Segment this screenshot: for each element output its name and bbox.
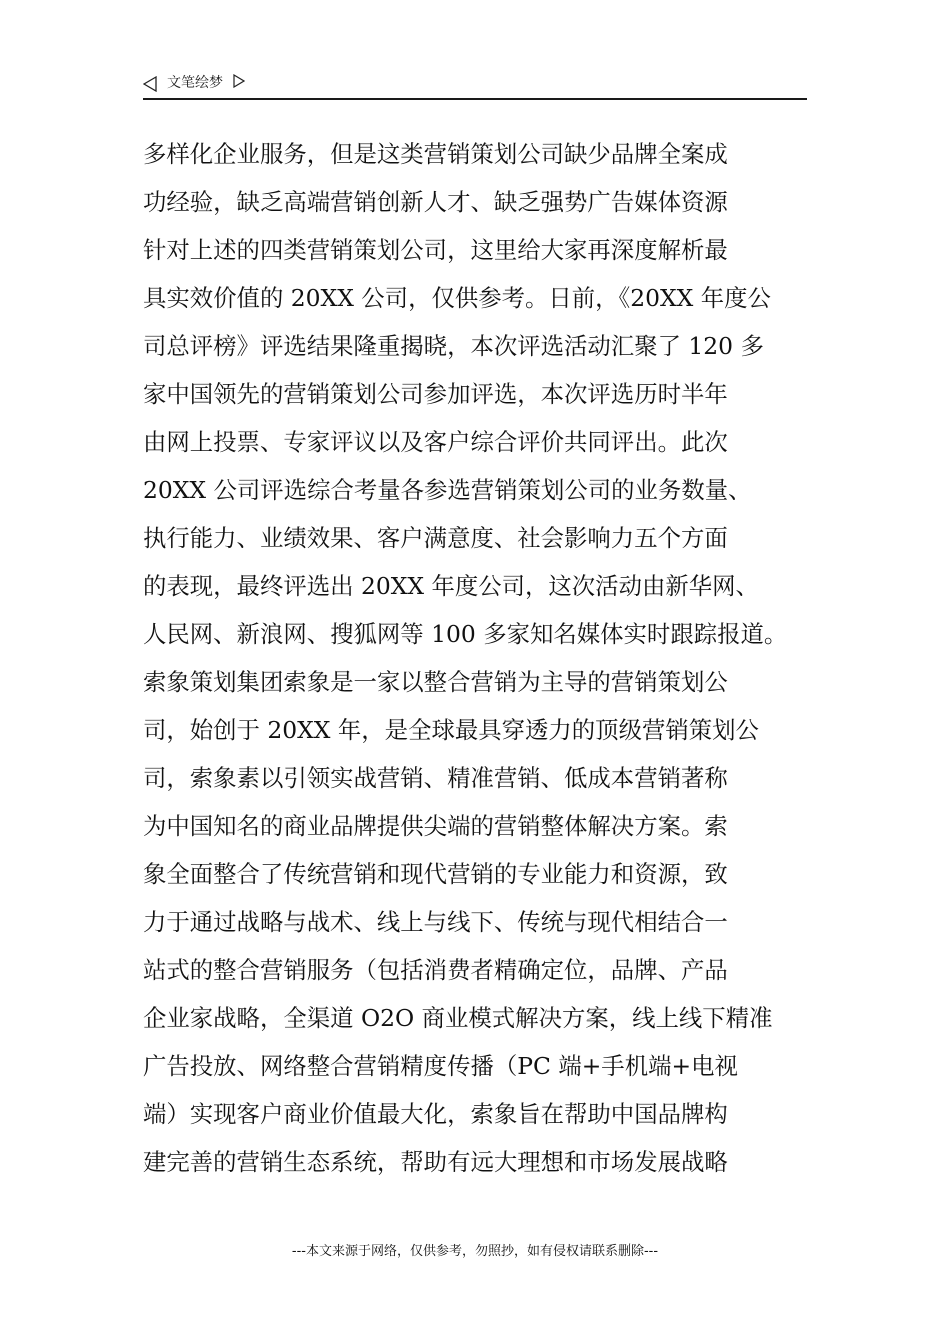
text-line: 站式的整合营销服务（包括消费者精确定位，品牌、产品 [143, 956, 728, 984]
footer-note: ---本文来源于网络，仅供参考，勿照抄，如有侵权请联系删除--- [291, 1244, 659, 1259]
document-body [143, 130, 807, 1186]
text-line: 功经验，缺乏高端营销创新人才、缺乏强势广告媒体资源 [143, 188, 728, 216]
text-line: 家中国领先的营销策划公司参加评选，本次评选历时半年 [143, 380, 728, 408]
text-line: 执行能力、业绩效果、客户满意度、社会影响力五个方面 [143, 524, 728, 552]
text-line: 20XX 公司评选综合考量各参选营销策划公司的业务数量、 [143, 476, 752, 504]
text-line: 由网上投票、专家评议以及客户综合评价共同评出。此次 [143, 428, 728, 456]
text-line: 企业家战略，全渠道 O2O 商业模式解决方案，线上线下精准 [143, 1004, 773, 1032]
text-line: 的表现，最终评选出 20XX 年度公司，这次活动由新华网、 [143, 572, 759, 600]
text-line: 具实效价值的 20XX 公司，仅供参考。日前，《20XX 年度公 [143, 284, 771, 312]
text-line: 多样化企业服务，但是这类营销策划公司缺少品牌全案成 [143, 140, 728, 168]
text-line: 针对上述的四类营销策划公司，这里给大家再深度解析最 [143, 236, 728, 264]
text-line: 为中国知名的商业品牌提供尖端的营销整体解决方案。索 [143, 812, 728, 840]
text-line: 司，索象素以引领实战营销、精准营销、低成本营销著称 [143, 764, 728, 792]
text-line: 人民网、新浪网、搜狐网等 100 多家知名媒体实时跟踪报道。 [143, 620, 788, 648]
triangle-right-outline-icon [233, 74, 245, 88]
text-line: 力于通过战略与战术、线上与线下、传统与现代相结合一 [143, 908, 728, 936]
text-line: 象全面整合了传统营销和现代营销的专业能力和资源，致 [143, 860, 728, 888]
text-line: 建完善的营销生态系统，帮助有远大理想和市场发展战略 [143, 1148, 728, 1176]
text-line: 广告投放、网络整合营销精度传播（PC 端+手机端+电视 [143, 1052, 738, 1080]
text-line: 司，始创于 20XX 年，是全球最具穿透力的顶级营销策划公 [143, 716, 759, 744]
text-line: 端）实现客户商业价值最大化，索象旨在帮助中国品牌构 [143, 1100, 728, 1128]
text-line: 索象策划集团索象是一家以整合营销为主导的营销策划公 [143, 668, 728, 696]
page-header [143, 72, 807, 100]
triangle-left-outline-icon [143, 76, 157, 92]
text-line: 司总评榜》评选结果隆重揭晓，本次评选活动汇聚了 120 多 [143, 332, 764, 360]
header-title: 文笔绘梦 [167, 75, 223, 91]
